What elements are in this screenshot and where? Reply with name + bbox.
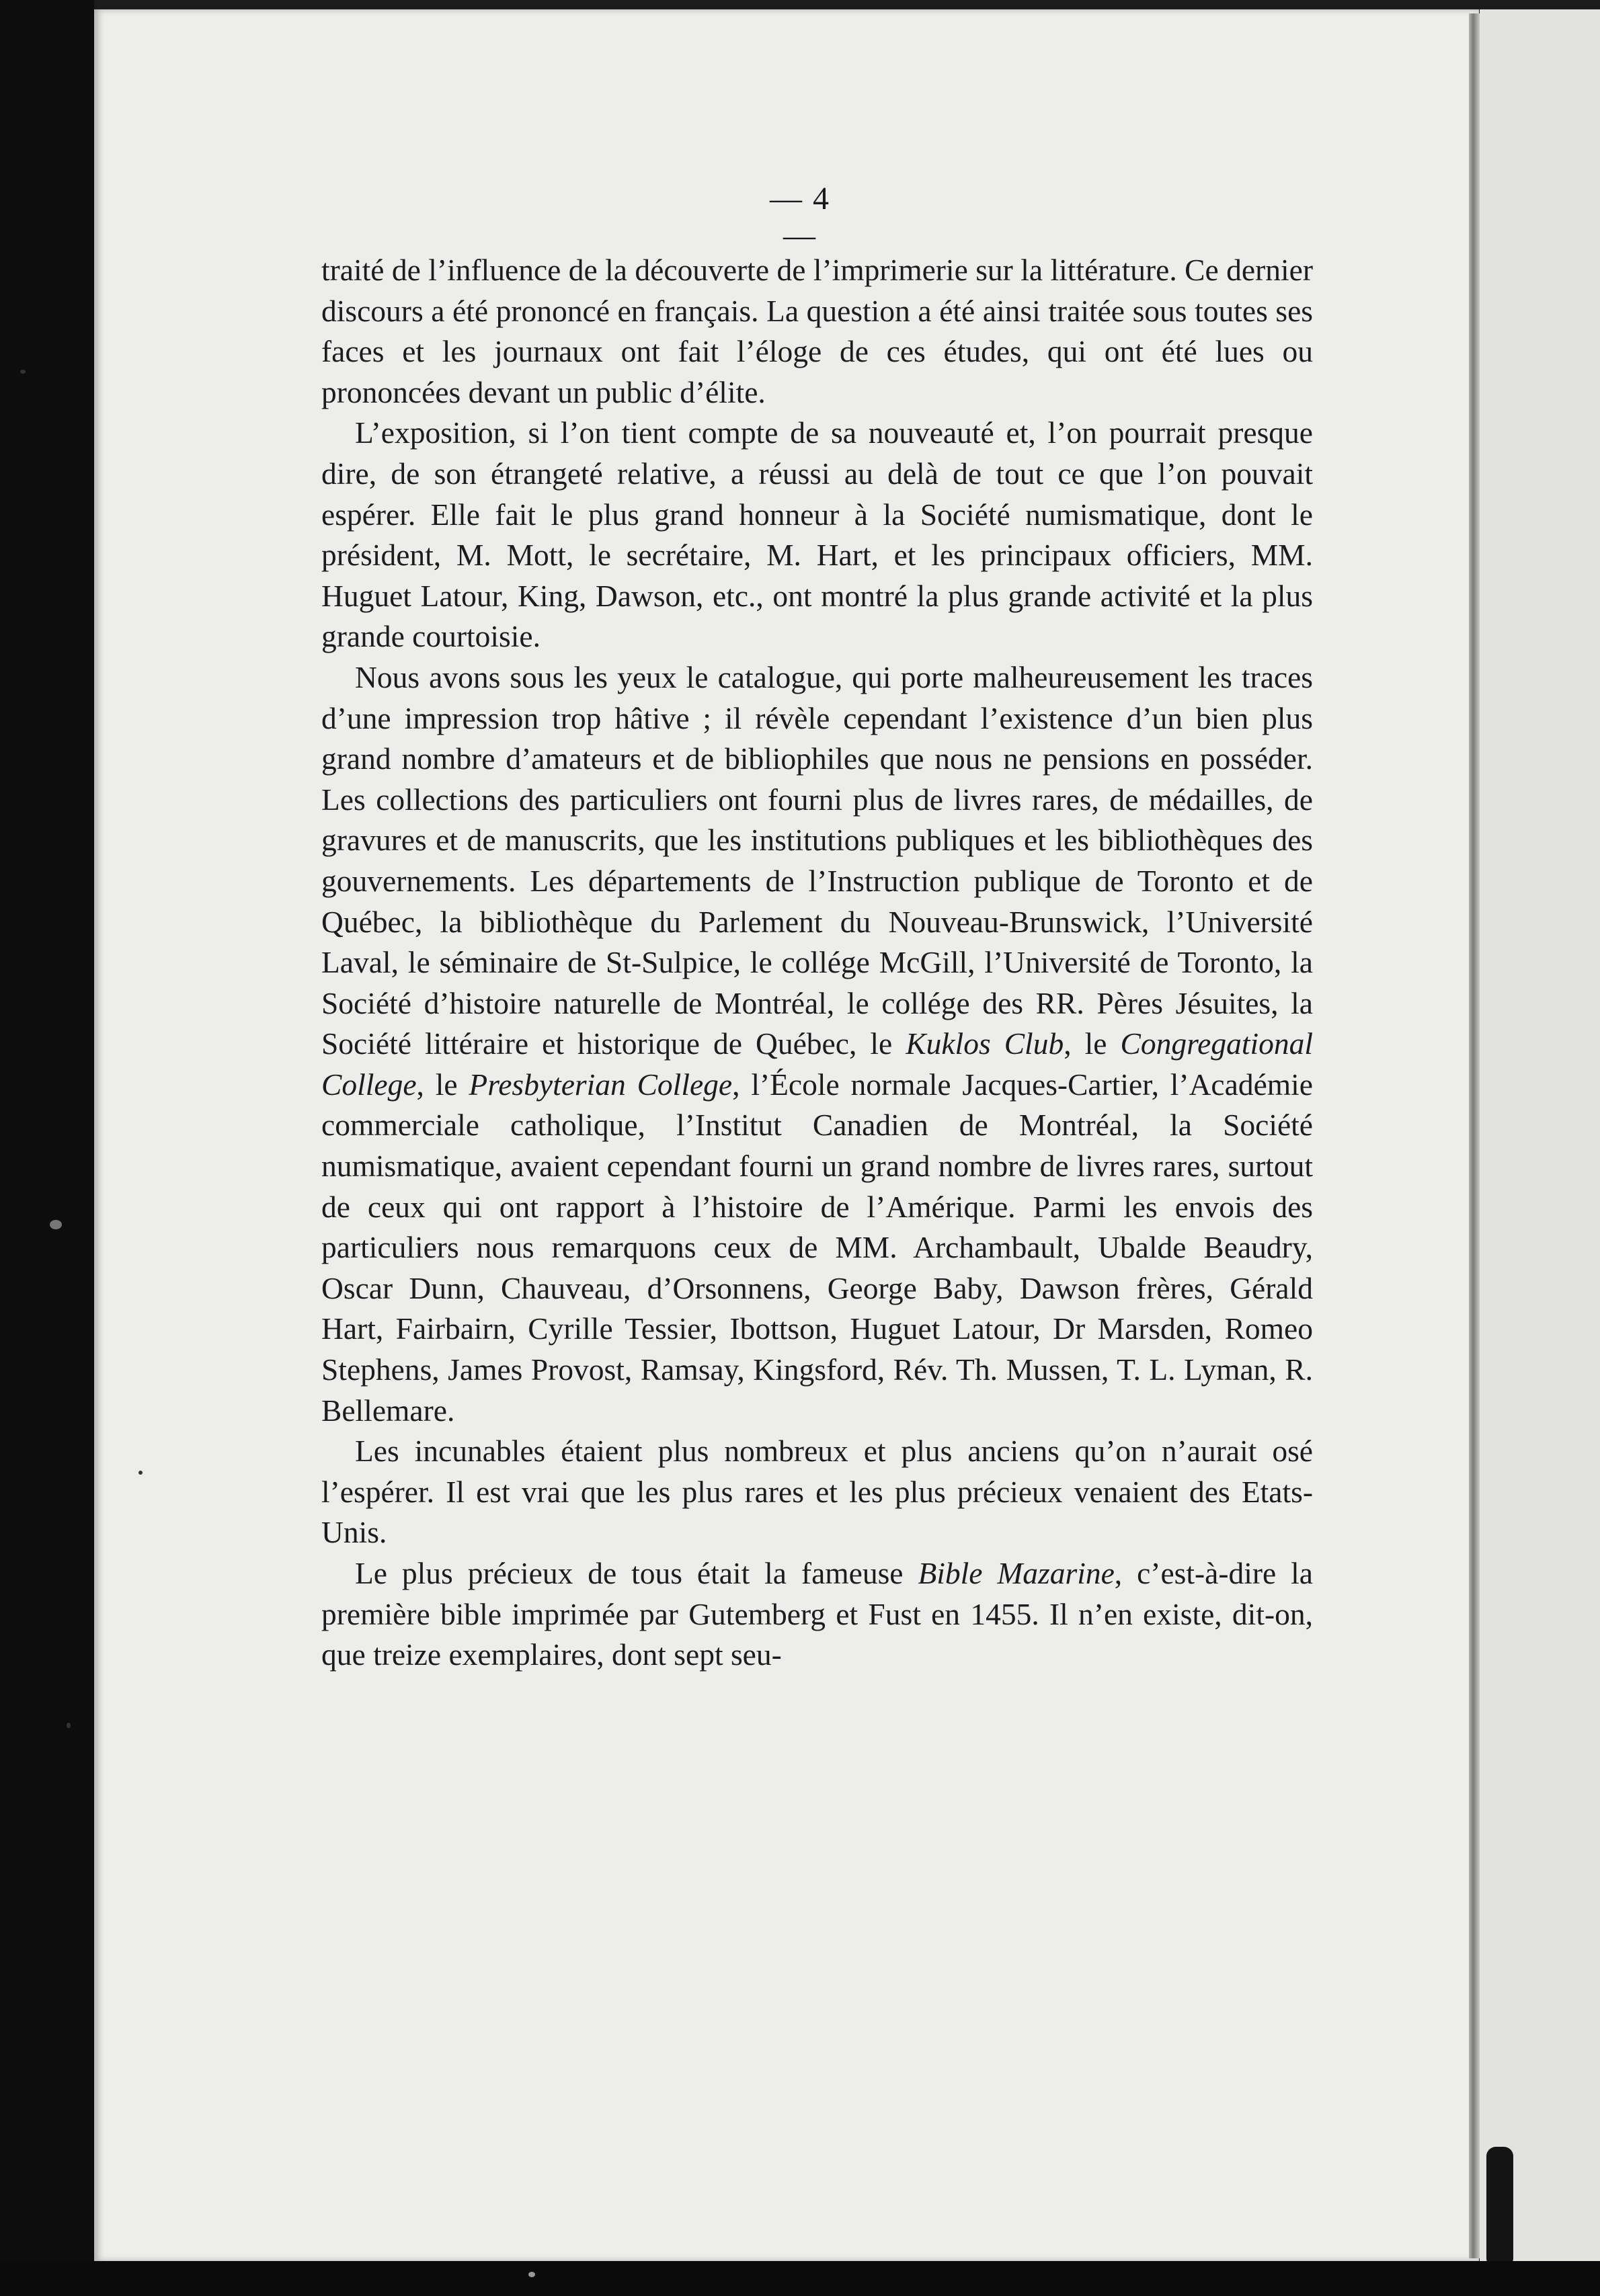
body-text [321,250,1313,1676]
text-segment: Nous avons sous les yeux le catalogue, qui porte malheureusement les traces d’une impression trop hâtive ; il révèle cependant l’existence d’un bien plus grand nombre d’amateurs et de bibliophiles que nous ne pensions en posséder. Les collections des particuliers ont fourni plus de livres rares, de médailles, de gravures et de manuscrits, que les institutions publiques et les bibliothèques des gouvernements. Les départements de l’Instruction publique de Toronto et de Québec, la bibliothèque du Parlement du Nouveau-Brunswick, l’Université Laval, le séminaire de St-Sulpice, le collége McGill, l’Université de Toronto, la Société d’histoire naturelle de Montréal, le collége des RR. Pères Jésuites, la Société littéraire et historique de Québec, le [321,659,1313,1061]
italic-text: Congregational College [321,1026,1314,1102]
text-segment: Les incunables étaient plus nombreux et plus anciens qu’on n’aurait osé l’espérer. Il est vrai que les plus rares et les plus précieux venaient des Etats-Unis. [321,1434,1313,1550]
italic-text: Kuklos Club [906,1026,1064,1061]
scan-speck [67,1723,71,1728]
italic-text: Presbyterian College [469,1067,733,1102]
page-number: — 4 — [770,181,830,253]
text-segment: traité de l’influence de la découverte de l’imprimerie sur la littérature. Ce dernier discours a été prononcé en français. La question a été ainsi traitée sous toutes ses faces et les journaux ont fait l’éloge de ces études, qui ont été lues ou prononcées devant un public d’élite. [321,253,1313,409]
facing-page [1480,9,1600,2268]
scan-bottom-border [0,2261,1600,2296]
text-segment: Le plus précieux de tous était la fameuse [355,1556,918,1590]
page-edge [1469,13,1480,2258]
binding-shadow [1486,2147,1513,2268]
text-segment: , l’École normale Jacques-Cartier, l’Académie commerciale catholique, l’Institut Canadien de Montréal, la Société numismatique, avaient cependant fourni un grand nombre de livres rares, surtout de ceux qui ont rapport à l’histoire de l’Amérique. Parmi les envois des particuliers nous remarquons ceux de MM. Archambault, Ubalde Beaudry, Oscar Dunn, Chauveau, d’Orsonnens, George Baby, Dawson frères, Gérald Hart, Fairbairn, Cyrille Tessier, Ibottson, Huguet Latour, Dr Marsden, Romeo Stephens, James Provost, Ramsay, Kingsford, Rév. Th. Mussen, T. L. Lyman, R. Bellemare. [321,1067,1313,1428]
scan-left-border [0,0,94,2296]
paragraph [321,657,1313,1431]
scan-speck [20,370,26,374]
scan-speck [528,2272,535,2277]
text-segment: , le [416,1067,469,1102]
paragraph [321,1431,1313,1553]
paragraph [321,250,1313,413]
text-segment: , le [1064,1026,1121,1061]
paragraph [321,1553,1313,1676]
text-segment: L’exposition, si l’on tient compte de sa nouveauté et, l’on pourrait presque dire, de son étrangeté relative, a réussi au delà de tout ce que l’on pouvait espérer. Elle fait le plus grand honneur à la Société numismatique, dont le président, M. Mott, le secrétaire, M. Hart, et les principaux officiers, MM. Huguet Latour, King, Dawson, etc., ont montré la plus grande activité et la plus grande courtoisie. [321,415,1313,654]
scan-speck [138,1471,143,1475]
italic-text: Bible Mazarine [918,1556,1115,1590]
paragraph [321,413,1313,657]
scan-speck [50,1220,62,1229]
text-segment: , c’est-à-dire la première bible imprimée par Gutemberg et Fust en 1455. Il n’en existe, dit-on, que treize exemplaires, dont sept seu- [321,1556,1313,1672]
